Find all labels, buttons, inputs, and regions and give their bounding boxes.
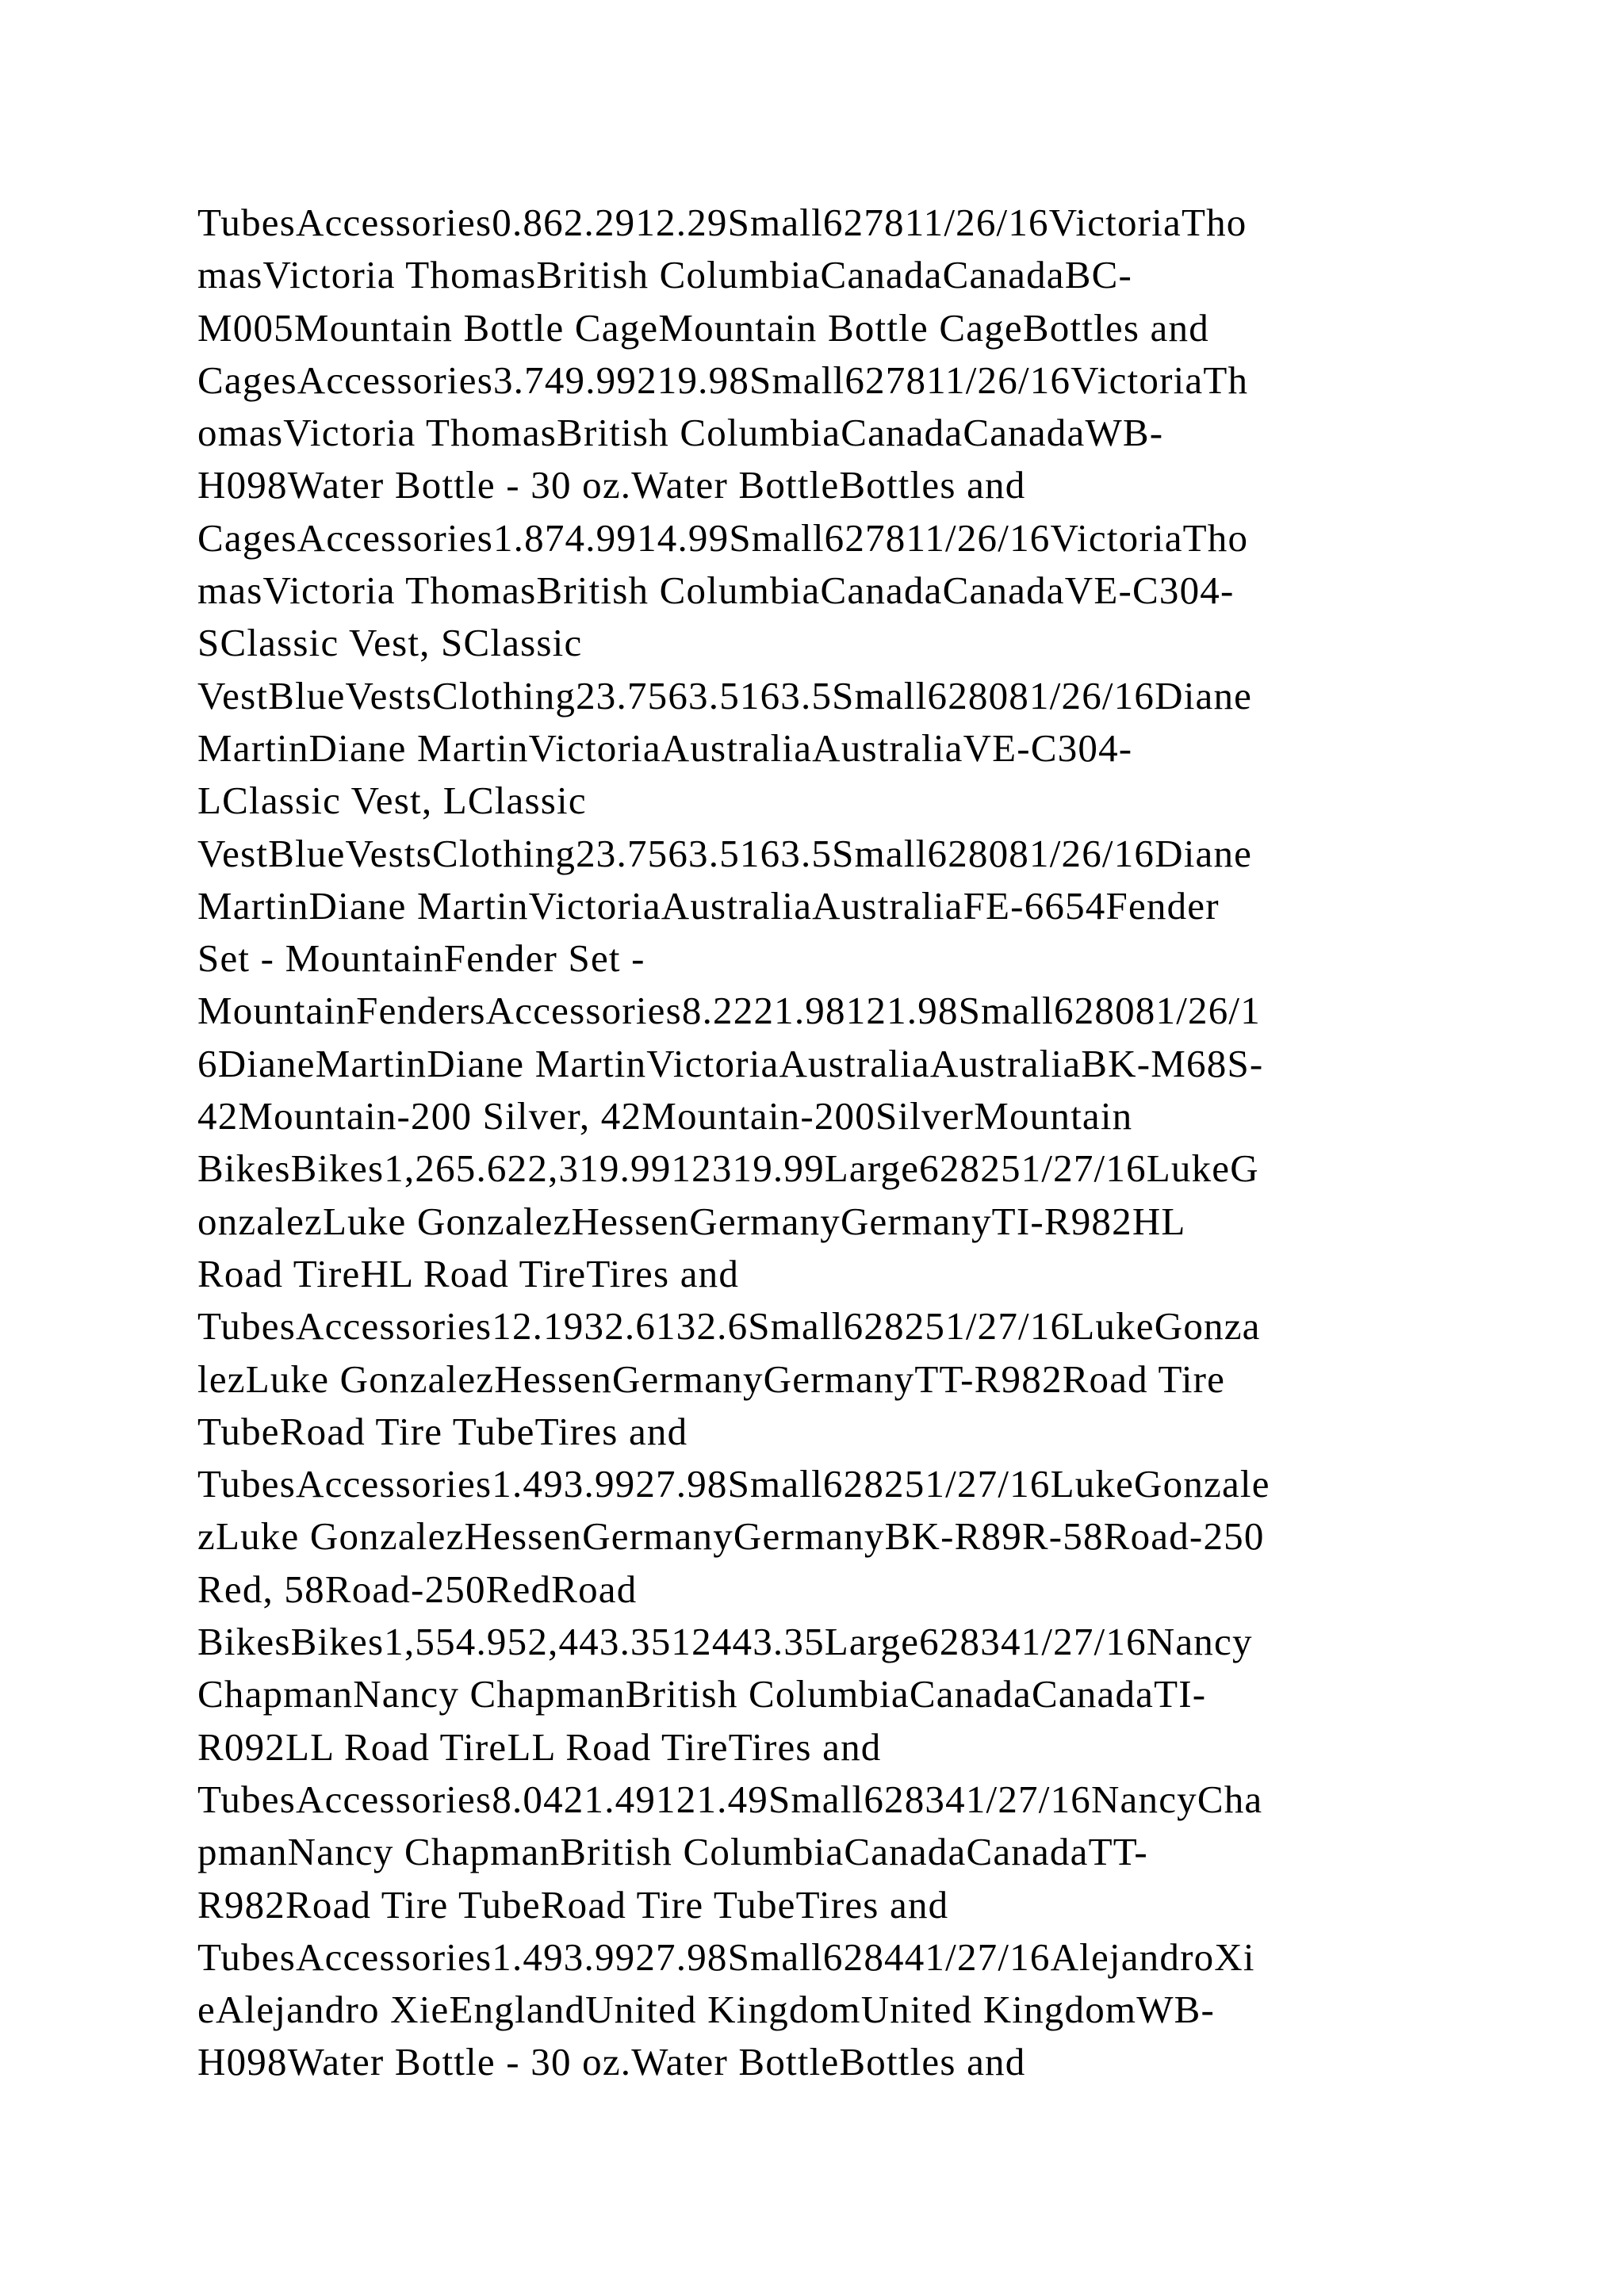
text-line: masVictoria ThomasBritish ColumbiaCanadaCanadaBC- bbox=[197, 253, 1133, 297]
text-line: 42Mountain-200 Silver, 42Mountain-200SilverMountain bbox=[197, 1094, 1133, 1138]
text-line: M005Mountain Bottle CageMountain Bottle CageBottles and bbox=[197, 305, 1209, 350]
text-line: VestBlueVestsClothing23.7563.5163.5Small628081/26/16Diane bbox=[197, 831, 1253, 875]
text-line: Road TireHL Road TireTires and bbox=[197, 1251, 740, 1295]
text-line: Set - MountainFender Set - bbox=[197, 936, 645, 981]
text-line: zLuke GonzalezHessenGermanyGermanyBK-R89R-58Road-250 bbox=[197, 1514, 1265, 1559]
text-line: pmanNancy ChapmanBritish ColumbiaCanadaCanadaTT- bbox=[197, 1830, 1148, 1874]
text-line: 6DianeMartinDiane MartinVictoriaAustraliaAustraliaBK-M68S- bbox=[197, 1041, 1264, 1085]
text-line: omasVictoria ThomasBritish ColumbiaCanadaCanadaWB- bbox=[197, 411, 1164, 455]
text-line: Red, 58Road-250RedRoad bbox=[197, 1567, 638, 1611]
text-line: onzalezLuke GonzalezHessenGermanyGermanyTI-R982HL bbox=[197, 1199, 1186, 1243]
text-line: MountainFendersAccessories8.2221.98121.98Small628081/26/1 bbox=[197, 989, 1261, 1033]
text-line: MartinDiane MartinVictoriaAustraliaAustraliaVE-C304- bbox=[197, 725, 1133, 770]
text-line: ChapmanNancy ChapmanBritish ColumbiaCanadaCanadaTI- bbox=[197, 1672, 1207, 1716]
text-line: MartinDiane MartinVictoriaAustraliaAustraliaFE-6654Fender bbox=[197, 883, 1220, 928]
text-line: TubeRoad Tire TubeTires and bbox=[197, 1409, 688, 1453]
text-line: lezLuke GonzalezHessenGermanyGermanyTT-R982Road Tire bbox=[197, 1357, 1226, 1401]
text-line: SClassic Vest, SClassic bbox=[197, 621, 583, 665]
document-text-body bbox=[197, 197, 1545, 2089]
text-line: H098Water Bottle - 30 oz.Water BottleBottles and bbox=[197, 2040, 1026, 2084]
text-line: H098Water Bottle - 30 oz.Water BottleBottles and bbox=[197, 463, 1026, 507]
text-line: TubesAccessories12.1932.6132.6Small628251/27/16LukeGonza bbox=[197, 1304, 1261, 1349]
text-line: masVictoria ThomasBritish ColumbiaCanadaCanadaVE-C304- bbox=[197, 568, 1235, 613]
text-line: eAlejandro XieEnglandUnited KingdomUnited KingdomWB- bbox=[197, 1988, 1216, 2032]
text-line: VestBlueVestsClothing23.7563.5163.5Small628081/26/16Diane bbox=[197, 673, 1253, 718]
text-line: LClassic Vest, LClassic bbox=[197, 779, 587, 823]
text-line: R982Road Tire TubeRoad Tire TubeTires and bbox=[197, 1882, 949, 1927]
text-line: CagesAccessories3.749.99219.98Small627811/26/16VictoriaTh bbox=[197, 358, 1249, 402]
text-line: TubesAccessories8.0421.49121.49Small628341/27/16NancyCha bbox=[197, 1777, 1263, 1821]
text-line: BikesBikes1,265.622,319.9912319.99Large628251/27/16LukeG bbox=[197, 1146, 1259, 1191]
text-line: TubesAccessories1.493.9927.98Small628251/27/16LukeGonzale bbox=[197, 1462, 1270, 1506]
text-line: R092LL Road TireLL Road TireTires and bbox=[197, 1724, 882, 1769]
text-line: TubesAccessories0.862.2912.29Small627811/26/16VictoriaTho bbox=[197, 201, 1247, 244]
text-line: TubesAccessories1.493.9927.98Small628441/27/16AlejandroXi bbox=[197, 1934, 1255, 1979]
text-line: BikesBikes1,554.952,443.3512443.35Large628341/27/16Nancy bbox=[197, 1620, 1253, 1664]
text-line: CagesAccessories1.874.9914.99Small627811/26/16VictoriaTho bbox=[197, 515, 1249, 560]
